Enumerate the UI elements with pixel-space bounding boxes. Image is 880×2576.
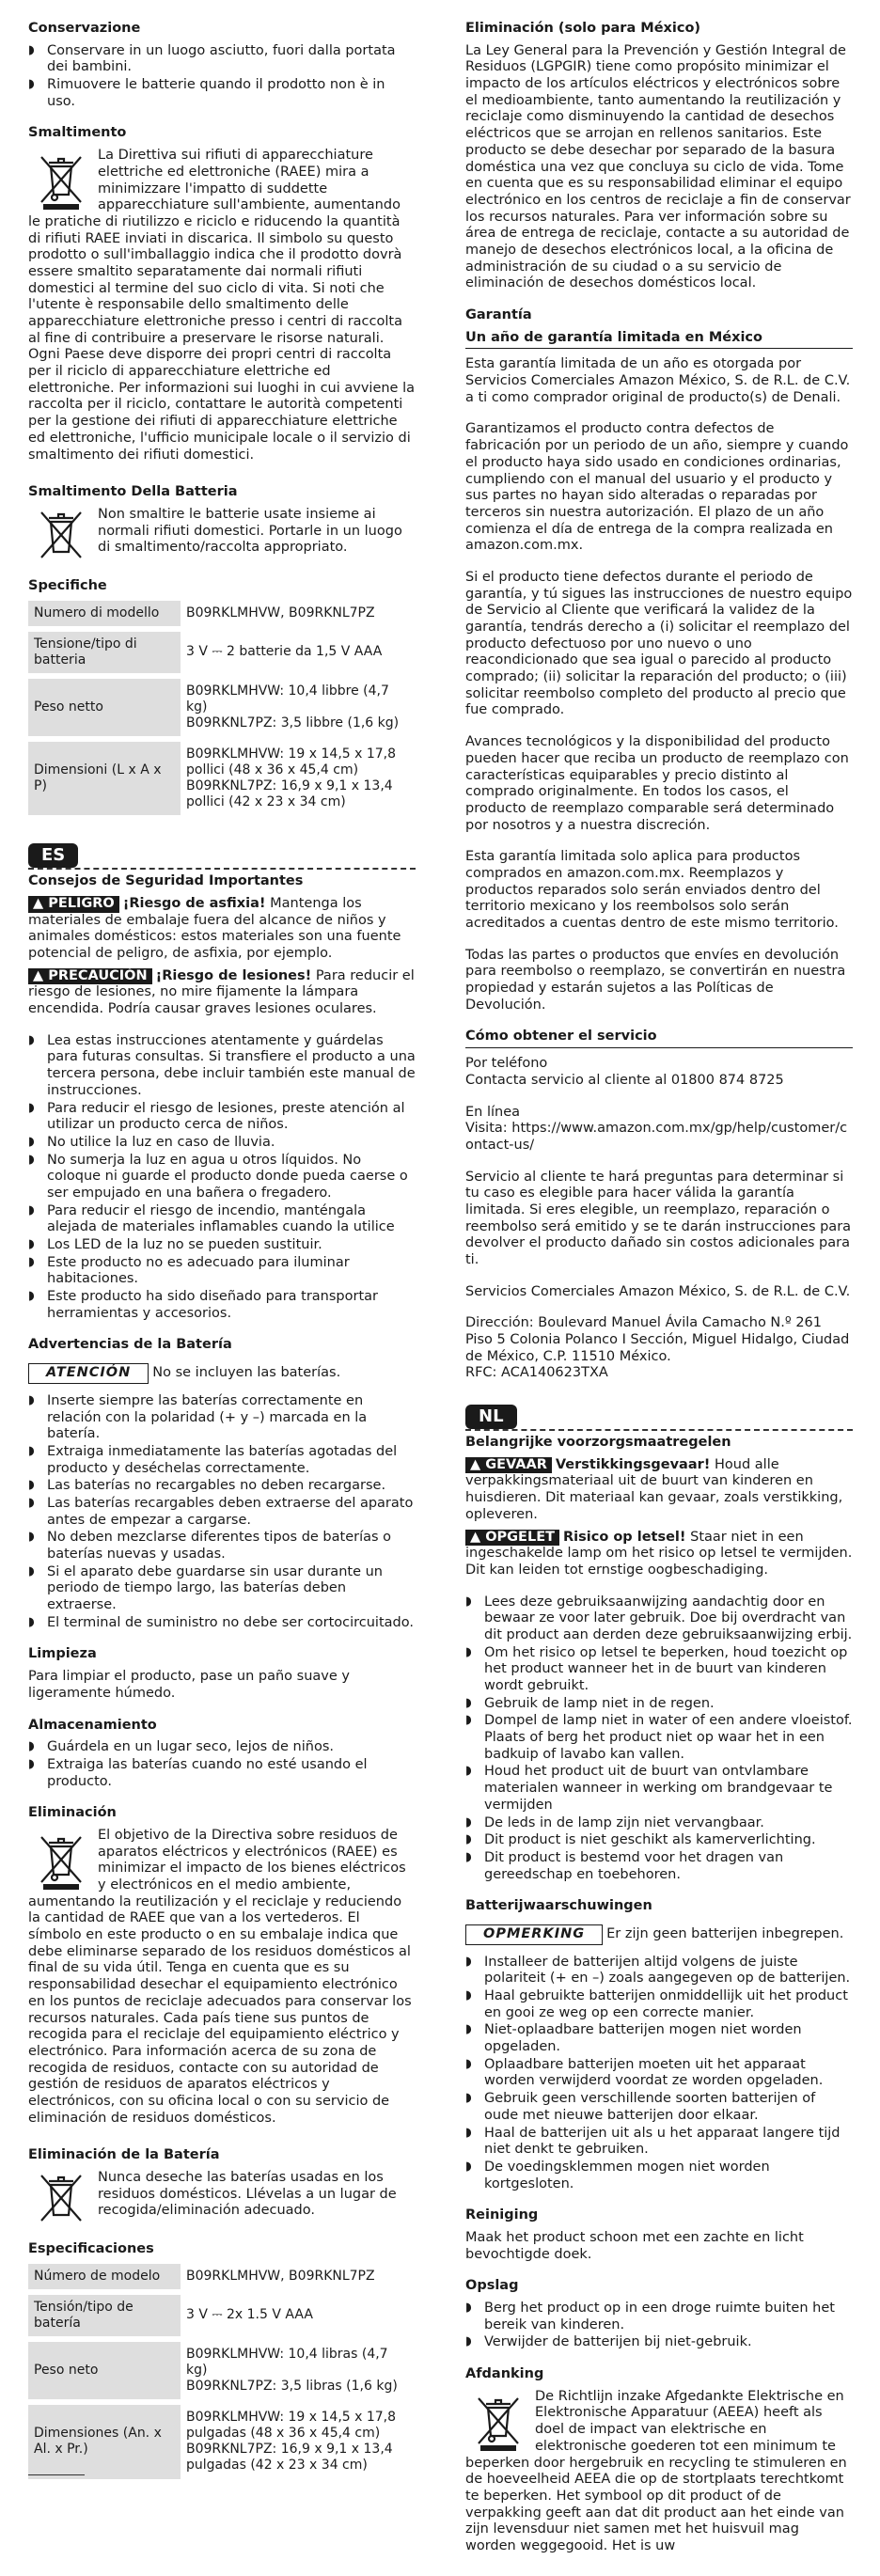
list-item: ◗ Extraiga las baterías cuando no esté usando el producto. (28, 1757, 416, 1790)
es-address: Dirección: Boulevard Manuel Ávila Camacho N.º 261 Piso 5 Colonia Polanco I Sección, Miguel Hidalgo, Ciudad de México, C.P. 11510 México. (465, 1315, 850, 1364)
es-garantia-para: Todas las partes o productos que envíes en devolución para reembolso o reemplazo, se convertirán en nuestra propiedad y estarán sujetos a las Políticas de Devolución. (465, 947, 846, 1013)
es-limpieza-text: Para limpiar el producto, pase un paño suave y ligeramente húmedo. (28, 1669, 350, 1701)
precaucion-badge: ▲ PRECAUCIÓN (28, 968, 152, 985)
spec-key: Número de modelo (28, 2264, 181, 2292)
list-item: ◗ Para reducir el riesgo de lesiones, preste atención al utilizar un producto cerca de niños. (28, 1101, 416, 1134)
es-almacenamiento-list (28, 1739, 416, 1790)
es-almacenamiento-section (28, 1718, 416, 1791)
list-item: ◗ Conservare in un luogo asciutto, fuori dalla portata dei bambini. (28, 43, 416, 76)
it-smaltimento-title: Smaltimento (28, 125, 127, 141)
es-garantia-para: Esta garantía limitada de un año es otorgada por Servicios Comerciales Amazon México, S. de R.L. de C.V. a ti como comprador original de producto(s) de Denali. (465, 356, 851, 405)
list-item: ◗ Las baterías no recargables no deben recargarse. (28, 1478, 416, 1495)
table-row (28, 2402, 416, 2481)
weee-bin-icon (471, 2391, 526, 2453)
list-item: ◗ Este producto no es adecuado para iluminar habitaciones. (28, 1255, 416, 1288)
nl-opslag-list (465, 2301, 853, 2351)
es-peligro-warning (28, 896, 416, 963)
nl-reiniging-section (465, 2207, 853, 2263)
list-item: ◗ De leds in de lamp zijn niet vervangbaar. (465, 1815, 853, 1832)
peligro-text: Mantenga los materiales de embalaje fuera del alcance de niños y animales domésticos: estos materiales son una fuente potencial de peligro, de asfixia, por ejemplo. (28, 895, 401, 962)
spec-value: B09RKLMHVW, B09RKNL7PZ (186, 2268, 375, 2284)
es-precaucion-warning (28, 968, 416, 1018)
es-language-tag: ES (28, 843, 78, 868)
es-linea-text: Visita: https://www.amazon.com.mx/gp/help/customer/contact-us/ (465, 1121, 848, 1153)
es-mexico-text: La Ley General para la Prevención y Gestión Integral de Residuos (LGPGIR) tiene como propósito minimizar el impacto de los artículos eléctricos y electrónicos sobre el medioambiente, tanto aumentando la reutilización y reciclaje como disminuyendo la cantidad de desechos eléctricos que se arrojan en rellenos sanitarios. Este producto se debe desechar por separado de la basura doméstica una vez que concluya su ciclo de vida. Tome en cuenta que es su responsabilidad eliminar el equipo electrónico en los centros de reciclaje a fin de conservar los recursos naturales. Para ver información sobre su área de entrega de reciclaje, contacte a su autoridad de manejo de desechos electrónicos local, a la oficina de administración de su ciudad o a su servicio de eliminación de desechos domésticos local. (465, 42, 851, 291)
es-garantia-para: Garantizamos el producto contra defectos de fabricación por un periodo de un año, siempre y cuando el producto haya sido usado en condiciones ordinarias, cumpliendo con el manual del usuario y el producto y sus partes no hayan sido alteradas o reparadas por terceros sin nuestra autorización. El plazo de un año comienza el día de entrega de la compra realizada en amazon.com.mx. (465, 421, 849, 554)
nl-language-header (465, 1397, 853, 1431)
table-row (28, 2339, 416, 2402)
weee-bin-icon (34, 149, 88, 212)
es-garantia-para: Avances tecnológicos y la disponibilidad del producto pueden hacer que reciba un producto de reemplazo con características equiparables y precio distinto al comprado originalmente. En todos los casos, el producto de reemplazo comparable será determinado por nosotros y a nuestra discreción. (465, 734, 849, 833)
nl-opslag-section (465, 2278, 853, 2351)
table-row (28, 739, 416, 818)
spec-key: Tensión/tipo de batería (28, 2292, 181, 2339)
spec-key: Numero di modello (28, 601, 181, 629)
opgelet-lead: Risico op letsel! (563, 1529, 686, 1545)
nl-language-tag: NL (465, 1405, 517, 1429)
opmerking-badge: OPMERKING (465, 1924, 603, 1945)
nl-afdanking-section (465, 2366, 853, 2561)
list-item: ◗ Berg het product op in een droge ruimte buiten het bereik van kinderen. (465, 2301, 853, 2333)
list-item: ◗ Lea estas instrucciones atentamente y guárdelas para futuras consultas. Si transfiere el producto a una tercera persona, debe incluir también este manual de instrucciones. (28, 1033, 416, 1100)
nl-battery-title: Batterijwaarschuwingen (465, 1898, 652, 1914)
es-language-header (28, 836, 416, 870)
spec-value: 3 V ⎓ 2x 1.5 V AAA (186, 2307, 313, 2323)
es-linea-label: En línea (465, 1104, 521, 1120)
nl-opmerking-notice (465, 1924, 853, 1945)
es-spec-table (28, 2264, 416, 2485)
spec-value: B09RKLMHVW: 19 x 14,5 x 17,8 pulgadas (48 x 36 x 45,4 cm) B09RKNL7PZ: 16,9 x 9,1 x 13,4 pulgadas (42 x 23 x 34 cm) (186, 2410, 397, 2474)
it-smaltimento-section (28, 125, 416, 469)
es-telefono (465, 1056, 853, 1073)
gevaar-badge: ▲ GEVAAR (465, 1457, 552, 1474)
list-item: ◗ Este producto ha sido diseñado para transportar herramientas y accesorios. (28, 1289, 416, 1322)
divider (465, 1429, 853, 1431)
gevaar-lead: Verstikkingsgevaar! (555, 1456, 711, 1472)
es-mexico-title: Eliminación (solo para México) (465, 21, 701, 36)
table-row (28, 2292, 416, 2339)
nl-reiniging-text: Maak het product schoon met een zachte en licht bevochtigde doek. (465, 2229, 804, 2262)
es-servicio-section (465, 1029, 853, 1382)
list-item: ◗ Dit product is bestemd voor het dragen van gereedschap en toebehoren. (465, 1850, 853, 1883)
atencion-badge: ATENCIÓN (28, 1363, 149, 1384)
list-item: ◗ Dit product is niet geschikt als kamerverlichting. (465, 1832, 853, 1849)
left-column (28, 21, 416, 2500)
list-item: ◗ Haal gebruikte batterijen onmiddellijk uit het product en gooi ze weg op een correcte manier. (465, 1988, 853, 2021)
right-column (465, 21, 853, 2576)
nl-reiniging-title: Reiniging (465, 2207, 539, 2223)
gevaar-text: Houd alle verpakkingsmateriaal uit de buurt van kinderen en huisdieren. Dit materiaal kan gevaar, zoals verstikking, opleveren. (465, 1456, 843, 1522)
list-item: ◗ Las baterías recargables deben extraerse del aparato antes de empezar a cargarse. (28, 1496, 416, 1529)
nl-battery-section (465, 1898, 853, 2192)
es-garantia-para: Si el producto tiene defectos durante el periodo de garantía, y tú sigues las instrucciones de nuestro equipo de Servicio al Cliente que verificará la validez de la garantía, tendrás derecho a (i) solicitar el reemplazo del producto defectuoso por uno nuevo o uno reacondicionado que sea igual o parecido al producto comprado; (ii) solicitar la reparación del producto; o (iii) solicitar reembolso completo del producto al precio que fue comprado. (465, 569, 853, 718)
list-item: ◗ Dompel de lamp niet in water of een andere vloeistof. Plaats of berg het product niet op waar het in een badkuip of lavabo kan vallen. (465, 1713, 853, 1763)
list-item: ◗ Guárdela en un lugar seco, lejos de niños. (28, 1739, 416, 1756)
list-item: ◗ Lees deze gebruiksaanwijzing aandachtig door en bewaar ze voor later gebruik. Doe bij overdracht van dit product aan derden deze gebruiksaanwijzing erbij. (465, 1594, 853, 1644)
battery-bin-icon (34, 509, 88, 561)
list-item: ◗ Niet-oplaadbare batterijen mogen niet worden opgeladen. (465, 2022, 853, 2055)
opgelet-badge: ▲ OPGELET (465, 1530, 559, 1547)
list-item: ◗ Gebruik de lamp niet in de regen. (465, 1696, 853, 1713)
list-item: ◗ Haal de batterijen uit als u het apparaat langere tijd niet denkt te gebruiken. (465, 2126, 853, 2159)
list-item: ◗ Rimuovere le batterie quando il prodotto non è in uso. (28, 77, 416, 110)
spec-value: B09RKLMHVW, B09RKNL7PZ (186, 605, 375, 620)
list-item: ◗ Inserte siempre las baterías correctamente en relación con la polaridad (+ y –) marcada en la batería. (28, 1393, 416, 1443)
es-garantia-subtitle: Un año de garantía limitada en México (465, 330, 853, 350)
it-specifiche-section (28, 578, 416, 821)
precaucion-text: Para reducir el riesgo de lesiones, no mire fijamente la lámpara encendida. Podría causar graves lesiones oculares. (28, 967, 415, 1017)
es-eliminacion-bateria-text: Nunca deseche las baterías usadas en los residuos domésticos. Llévelas a un lugar de recogida/eliminación adecuado. (98, 2170, 397, 2219)
peligro-badge: ▲ PELIGRO (28, 896, 119, 913)
list-item: ◗ No utilice la luz en caso de lluvia. (28, 1135, 416, 1152)
es-servicio-para: Servicio al cliente te hará preguntas para determinar si tu caso es elegible para hacer válida la garantía limitada. Si eres elegible, un reemplazo, reparación o reembolso será emitido y se te darán instrucciones para devolver el producto dañado sin costos adicionales para ti. (465, 1169, 852, 1267)
list-item: ◗ No sumerja la luz en agua u otros líquidos. No coloque ni guarde el producto donde pueda caerse o ser empujado en una bañera o fregadero. (28, 1153, 416, 1202)
nl-afdanking-text: De Richtlijn inzake Afgedankte Elektrische en Elektronische Apparatuur (AEEA) heeft als doel de impact van elektrische en elektronische goederen tot een minimum te beperken door hergebruik en recycling te stimuleren en de hoeveelheid AEEA die op de stortplaats terechtkomt te beperken. Het symbool op dit product of de verpakking geeft aan dat dit product aan het einde van zijn levensduur niet samen met het huisvuil mag worden weggegooid. Het is uw (465, 2388, 847, 2553)
nl-gevaar-warning (465, 1457, 853, 1524)
es-eliminacion-bateria-section (28, 2147, 416, 2226)
list-item: ◗ No deben mezclarse diferentes tipos de baterías o baterías nuevas y usadas. (28, 1530, 416, 1563)
list-item: ◗ El terminal de suministro no debe ser cortocircuitado. (28, 1615, 416, 1632)
it-smaltimento-text: La Direttiva sui rifiuti di apparecchiature elettriche ed elettroniche (RAEE) mira a minimizzare l'impatto di suddette apparecchiature sull'ambiente, aumentando le pratiche di riutilizzo e riciclo e riducendo la quantità di rifiuti RAEE inviati in discarica. Il simbolo su questo prodotto o sull'imballaggio indica che il prodotto dovrà essere smaltito separatamente dai normali rifiuti domestici al termine del suo ciclo di vita. Si noti che l'utente è responsabile dello smaltimento delle apparecchiature elettroniche presso i centri di raccolta al fine di contribuire a preservare le risorse naturali. Ogni Paese deve disporre dei propri centri di raccolta per il riciclo di apparecchiature elettriche ed elettroniche. Per informazioni sui luoghi in cui avviene la raccolta per il riciclo, contattare le autorità competenti per la gestione dei rifiuti di apparecchiature elettriche ed elettroniche, l'ufficio municipale locale o il servizio di smaltimento dei rifiuti domestici. (28, 148, 416, 463)
table-row (28, 601, 416, 629)
es-limpieza-title: Limpieza (28, 1646, 97, 1662)
list-item: ◗ Gebruik geen verschillende soorten batterijen of oude met nieuwe batterijen door elkaar. (465, 2091, 853, 2124)
telefono-label: Por teléfono (465, 1056, 548, 1072)
list-item: ◗ Houd het product uit de buurt van ontvlambare materialen wanneer in werking om brandgevaar te vermijden (465, 1764, 853, 1814)
es-safety-section (28, 873, 416, 1322)
list-item: ◗ Los LED de la luz no se pueden sustituir. (28, 1237, 416, 1254)
list-item: ◗ Para reducir el riesgo de incendio, manténgala alejada de materiales inflamables cuando la utilice (28, 1203, 416, 1236)
es-battery-title: Advertencias de la Batería (28, 1337, 232, 1353)
nl-safety-title: Belangrijke voorzorgsmaatregelen (465, 1435, 731, 1451)
table-row (28, 629, 416, 676)
es-eliminacion-section (28, 1805, 416, 2132)
spec-value: 3 V ⎓ 2 batterie da 1,5 V AAA (186, 644, 383, 660)
spec-key: Tensione/tipo di batteria (28, 629, 181, 676)
nl-opslag-title: Opslag (465, 2278, 519, 2294)
es-especificaciones-section (28, 2241, 416, 2484)
spec-key: Dimensioni (L x A x P) (28, 739, 181, 818)
spec-value: B09RKLMHVW: 19 x 14,5 x 17,8 pollici (48 x 36 x 45,4 cm) B09RKNL7PZ: 16,9 x 9,1 x 13,4 pollici (42 x 23 x 34 cm) (186, 746, 397, 810)
list-item: ◗ Om het risico op letsel te beperken, houd toezicht op het product wanneer het in de buurt van kinderen wordt gebruikt. (465, 1645, 853, 1695)
weee-bin-icon (34, 1830, 88, 1892)
list-item: ◗ De voedingsklemmen mogen niet worden kortgesloten. (465, 2160, 853, 2192)
nl-battery-list (465, 1955, 853, 2193)
es-telefono-text: Contacta servicio al cliente al 01800 874 8725 (465, 1072, 784, 1088)
precaucion-lead: ¡Riesgo de lesiones! (155, 967, 312, 983)
es-mexico-section (465, 21, 853, 292)
es-atencion-notice (28, 1363, 416, 1384)
spec-key: Peso neto (28, 2339, 181, 2402)
divider (28, 868, 416, 870)
footer-rule (28, 2474, 85, 2475)
table-row (28, 2264, 416, 2292)
nl-afdanking-title: Afdanking (465, 2366, 544, 2382)
it-smaltimento-batteria-section (28, 484, 416, 563)
es-rfc: RFC: ACA140623TXA (465, 1365, 608, 1381)
es-servicio-title: Cómo obtener el servicio (465, 1029, 853, 1048)
atencion-text: No se incluyen las baterías. (152, 1365, 341, 1381)
list-item: ◗ Extraiga inmediatamente las baterías agotadas del producto y deséchelas correctamente. (28, 1444, 416, 1477)
es-limpieza-section (28, 1646, 416, 1702)
opmerking-text: Er zijn geen batterijen inbegrepen. (606, 1925, 844, 1941)
list-item: ◗ Verwijder de batterijen bij niet-gebruik. (465, 2334, 853, 2351)
it-conservazione-section (28, 21, 416, 110)
spec-value: B09RKLMHVW: 10,4 libbre (4,7 kg) B09RKNL7PZ: 3,5 libbre (1,6 kg) (186, 683, 400, 730)
es-battery-list (28, 1393, 416, 1632)
es-especificaciones-title: Especificaciones (28, 2241, 154, 2257)
it-spec-table (28, 601, 416, 822)
table-row (28, 676, 416, 739)
es-almacenamiento-title: Almacenamiento (28, 1717, 157, 1733)
it-conservazione-title: Conservazione (28, 21, 141, 36)
es-safety-title: Consejos de Seguridad Importantes (28, 873, 304, 889)
battery-bin-icon (34, 2172, 88, 2224)
es-battery-section (28, 1337, 416, 1631)
es-safety-list (28, 1033, 416, 1323)
es-eliminacion-text: El objetivo de la Directiva sobre residuos de aparatos eléctricos y electrónicos (RAEE) es minimizar el impacto de los bienes eléctricos y electrónicos en el medio ambiente, aumentando la reutilización y el reciclaje y reduciendo la cantidad de RAEE que van a los vertederos. El símbolo en este producto o en su embalaje indica que debe eliminarse separado de los residuos domésticos al final de su vida útil. Tenga en cuenta que es su responsabilidad desechar el equipamiento electrónico en los puntos de reciclaje adecuados para conservar los recursos naturales. Cada país tiene sus puntos de recogida para el reciclaje del equipamiento eléctrico y electrónico. Para información acerca de su zona de recogida de residuos, contacte con su autoridad de gestión de residuos de aparatos eléctricos y electrónicos, con su oficina local o con su servicio de eliminación de residuos domésticos. (28, 1827, 412, 2126)
list-item: ◗ Installeer de batterijen altijd volgens de juiste polariteit (+ en –) zoals aangegeven op de batterijen. (465, 1955, 853, 1987)
it-smaltimento-batteria-text: Non smaltire le batterie usate insieme ai normali rifiuti domestici. Portarle in un luogo di smaltimento/raccolta appropriato. (98, 506, 402, 556)
spec-key: Dimensiones (An. x Al. x Pr.) (28, 2402, 181, 2481)
it-conservazione-list (28, 43, 416, 111)
es-company: Servicios Comerciales Amazon México, S. de R.L. de C.V. (465, 1283, 851, 1299)
nl-opgelet-warning (465, 1530, 853, 1579)
es-garantia-para: Esta garantía limitada solo aplica para productos comprados en amazon.com.mx. Reemplazos y productos reparados solo serán enviados dentro del territorio mexicano y los reembolsos solo serán acreditados a cuentas dentro de este mismo territorio. (465, 849, 839, 931)
es-eliminacion-title: Eliminación (28, 1805, 117, 1821)
it-specifiche-title: Specifiche (28, 577, 107, 593)
spec-key: Peso netto (28, 676, 181, 739)
es-garantia-section (465, 307, 853, 1013)
it-smaltimento-batteria-title: Smaltimento Della Batteria (28, 484, 238, 500)
nl-safety-section (465, 1435, 853, 1883)
list-item: ◗ Oplaadbare batterijen moeten uit het apparaat worden verwijderd voordat ze worden opgeladen. (465, 2057, 853, 2090)
spec-value: B09RKLMHVW: 10,4 libras (4,7 kg) B09RKNL7PZ: 3,5 libras (1,6 kg) (186, 2346, 398, 2395)
es-eliminacion-bateria-title: Eliminación de la Batería (28, 2147, 220, 2163)
peligro-lead: ¡Riesgo de asfixia! (122, 895, 266, 911)
opgelet-text: Staar niet in een ingeschakelde lamp om het risico op letsel te vermijden. Dit kan leiden tot ernstige oogbeschadiging. (465, 1529, 853, 1578)
nl-safety-list (465, 1594, 853, 1884)
list-item: ◗ Si el aparato debe guardarse sin usar durante un periodo de tiempo largo, las baterías deben extraerse. (28, 1564, 416, 1614)
es-garantia-title: Garantía (465, 307, 532, 322)
